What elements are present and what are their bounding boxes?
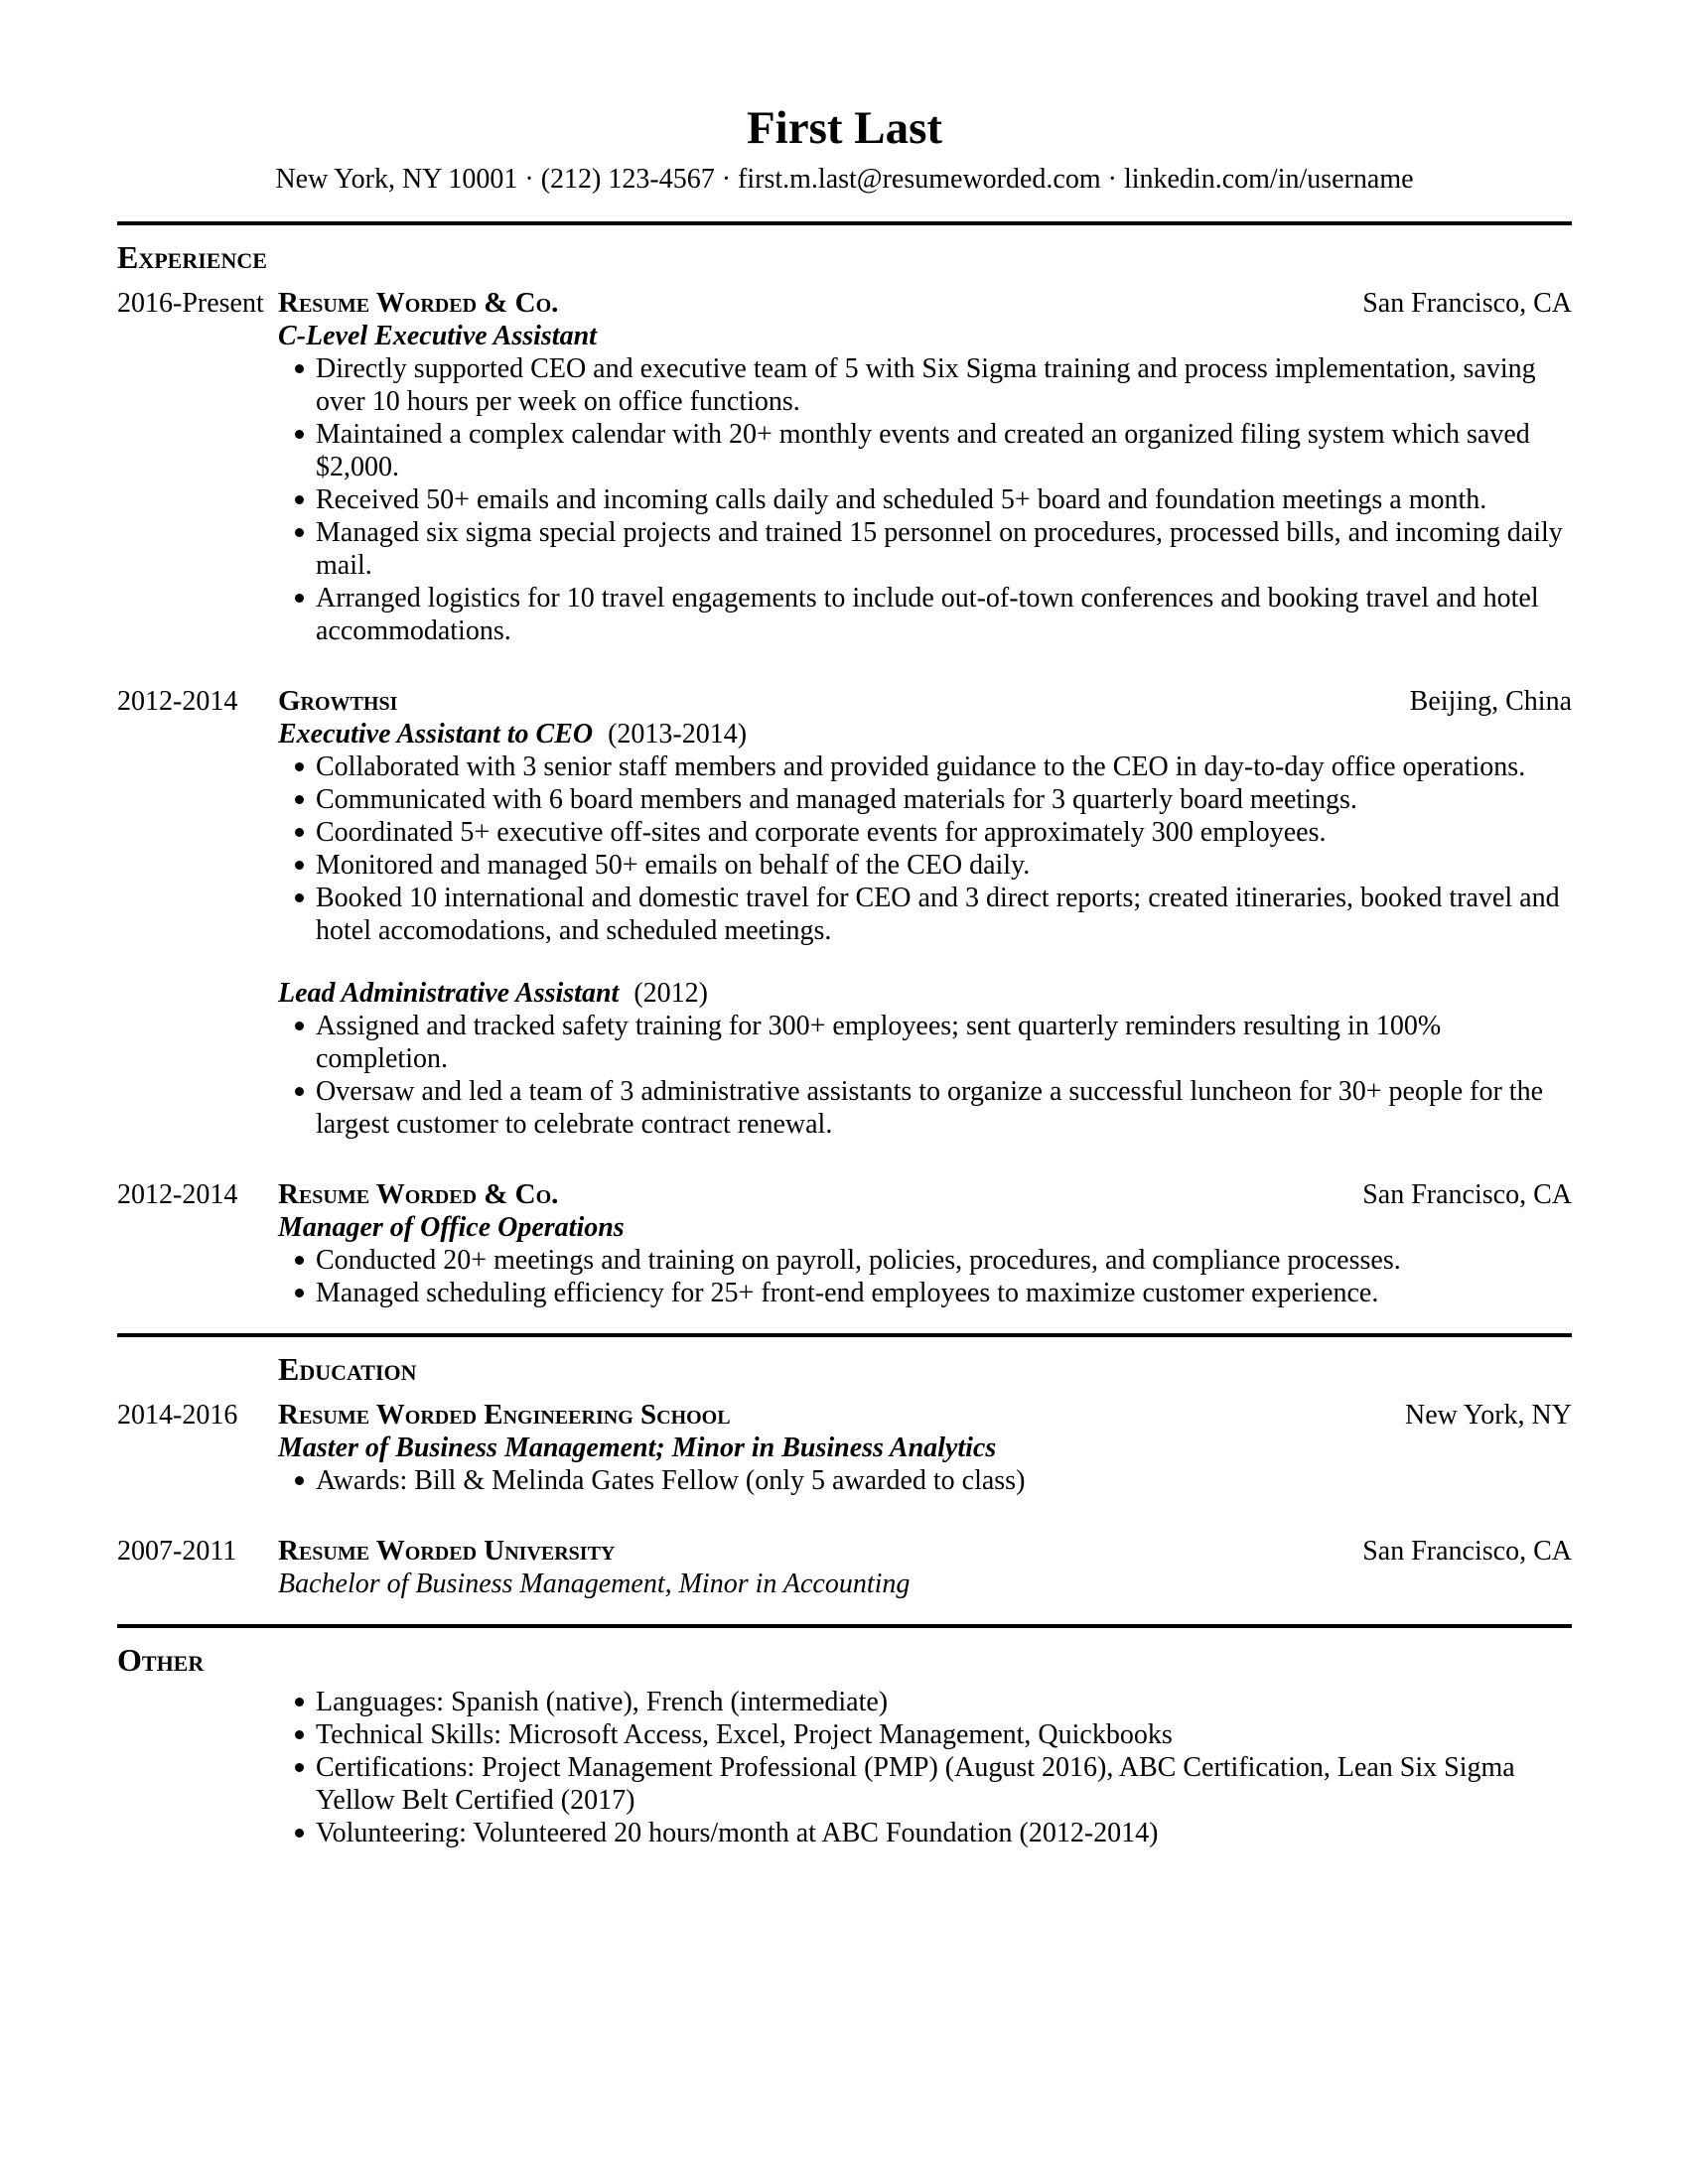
entry-heading bbox=[117, 1535, 1572, 1568]
contact-line: New York, NY 10001 · (212) 123-4567 · first.m.last@resumeworded.com · linkedin.com/in/username bbox=[275, 164, 1414, 195]
role-dates-suffix: (2012) bbox=[633, 978, 708, 1009]
experience-section-title: Experience bbox=[117, 239, 267, 275]
experience-entry bbox=[117, 1178, 1572, 1309]
bullet-item: Assigned and tracked safety training for 300+ employees; sent quarterly reminders resulting in 100% completion. bbox=[278, 1010, 1572, 1075]
resume-header bbox=[117, 101, 1572, 196]
role-title: C-Level Executive Assistant bbox=[278, 321, 597, 351]
entry-body bbox=[278, 1211, 1572, 1309]
entry-location: New York, NY bbox=[1404, 1400, 1572, 1431]
role-dates-suffix: (2013-2014) bbox=[608, 719, 748, 750]
section-other bbox=[117, 1642, 1572, 1849]
role-title-line bbox=[278, 320, 1572, 352]
bullet-item: Technical Skills: Microsoft Access, Excel, Project Management, Quickbooks bbox=[278, 1718, 1572, 1751]
role-title: Executive Assistant to CEO bbox=[278, 719, 594, 750]
degree-title: Bachelor of Business Management, Minor in Accounting bbox=[278, 1569, 911, 1599]
role bbox=[278, 320, 1572, 647]
bullet-list bbox=[278, 1686, 1572, 1849]
bullet-item: Directly supported CEO and executive team of 5 with Six Sigma training and process implementation, saving over 10 hours per week on office functions. bbox=[278, 352, 1572, 418]
entry-body bbox=[278, 320, 1572, 647]
entry-location: San Francisco, CA bbox=[1362, 1179, 1572, 1210]
entry-dates: 2016-Present bbox=[117, 288, 264, 319]
entry-dates: 2007-2011 bbox=[117, 1536, 237, 1567]
entry-heading bbox=[117, 1178, 1572, 1211]
education-entry bbox=[117, 1535, 1572, 1600]
bullet-item: Oversaw and led a team of 3 administrative assistants to organize a successful luncheon for 30+ people for the largest customer to celebrate contract renewal. bbox=[278, 1075, 1572, 1141]
entry-location: San Francisco, CA bbox=[1362, 1536, 1572, 1567]
bullet-list bbox=[278, 1010, 1572, 1141]
bullet-list bbox=[278, 1244, 1572, 1309]
school-name: Resume Worded Engineering School bbox=[278, 1399, 731, 1431]
bullet-item: Communicated with 6 board members and managed materials for 3 quarterly board meetings. bbox=[278, 783, 1572, 816]
bullet-item: Awards: Bill & Melinda Gates Fellow (only 5 awarded to class) bbox=[278, 1464, 1572, 1497]
bullet-list bbox=[278, 352, 1572, 647]
entry-body bbox=[278, 1568, 1572, 1600]
section-education bbox=[117, 1351, 1572, 1600]
experience-entry bbox=[117, 287, 1572, 647]
bullet-item: Received 50+ emails and incoming calls daily and scheduled 5+ board and foundation meetings a month. bbox=[278, 483, 1572, 516]
bullet-list bbox=[278, 1464, 1572, 1497]
entry-company: Resume Worded & Co. bbox=[278, 1178, 559, 1210]
role-title-line bbox=[278, 1211, 1572, 1244]
entry-body bbox=[278, 1686, 1572, 1849]
experience-entry bbox=[117, 685, 1572, 1141]
bullet-item: Languages: Spanish (native), French (intermediate) bbox=[278, 1686, 1572, 1718]
bullet-item: Managed scheduling efficiency for 25+ front-end employees to maximize customer experience. bbox=[278, 1277, 1572, 1309]
role-title-line bbox=[278, 977, 1572, 1010]
bullet-item: Maintained a complex calendar with 20+ monthly events and created an organized filing system which saved $2,000. bbox=[278, 418, 1572, 483]
section-experience bbox=[117, 239, 1572, 1309]
school-name: Resume Worded University bbox=[278, 1535, 616, 1567]
education-entry bbox=[117, 1399, 1572, 1497]
education-divider bbox=[117, 1333, 1572, 1337]
entry-heading bbox=[117, 685, 1572, 718]
entry-heading bbox=[117, 287, 1572, 320]
bullet-item: Booked 10 international and domestic travel for CEO and 3 direct reports; created itineraries, booked travel and hotel accomodations, and scheduled meetings. bbox=[278, 882, 1572, 947]
degree-title: Master of Business Management; Minor in Business Analytics bbox=[278, 1433, 997, 1463]
entry-location: San Francisco, CA bbox=[1362, 288, 1572, 319]
bullet-item: Conducted 20+ meetings and training on payroll, policies, procedures, and compliance processes. bbox=[278, 1244, 1572, 1277]
education-section-title: Education bbox=[278, 1351, 417, 1387]
other-section-title: Other bbox=[117, 1642, 205, 1678]
bullet-list bbox=[278, 751, 1572, 947]
bullet-item: Certifications: Project Management Professional (PMP) (August 2016), ABC Certification, Lean Six Sigma Yellow Belt Certified (2017) bbox=[278, 1751, 1572, 1817]
role-title: Lead Administrative Assistant bbox=[278, 978, 620, 1009]
bullet-item: Coordinated 5+ executive off-sites and corporate events for approximately 300 employees. bbox=[278, 816, 1572, 849]
entry-body bbox=[278, 1432, 1572, 1497]
role bbox=[278, 1211, 1572, 1309]
entry-location: Beijing, China bbox=[1409, 686, 1572, 717]
candidate-name: First Last bbox=[746, 102, 943, 154]
entry-company: Resume Worded & Co. bbox=[278, 287, 559, 319]
role-title-line bbox=[278, 718, 1572, 751]
entry-body bbox=[278, 718, 1572, 1141]
role bbox=[278, 718, 1572, 947]
entry-company: Growthsi bbox=[278, 685, 398, 717]
bullet-item: Collaborated with 3 senior staff members and provided guidance to the CEO in day-to-day office operations. bbox=[278, 751, 1572, 783]
entry-dates: 2014-2016 bbox=[117, 1400, 238, 1431]
bullet-item: Arranged logistics for 10 travel engagements to include out-of-town conferences and booking travel and hotel accommodations. bbox=[278, 582, 1572, 647]
entry-dates: 2012-2014 bbox=[117, 1179, 238, 1210]
entry-heading bbox=[117, 1399, 1572, 1432]
role bbox=[278, 977, 1572, 1141]
bullet-item: Monitored and managed 50+ emails on behalf of the CEO daily. bbox=[278, 849, 1572, 882]
entry-dates: 2012-2014 bbox=[117, 686, 238, 717]
bullet-item: Managed six sigma special projects and trained 15 personnel on procedures, processed bills, and incoming daily mail. bbox=[278, 516, 1572, 582]
other-divider bbox=[117, 1624, 1572, 1628]
role-title: Manager of Office Operations bbox=[278, 1212, 625, 1243]
header-divider bbox=[117, 221, 1572, 225]
bullet-item: Volunteering: Volunteered 20 hours/month at ABC Foundation (2012-2014) bbox=[278, 1817, 1572, 1849]
